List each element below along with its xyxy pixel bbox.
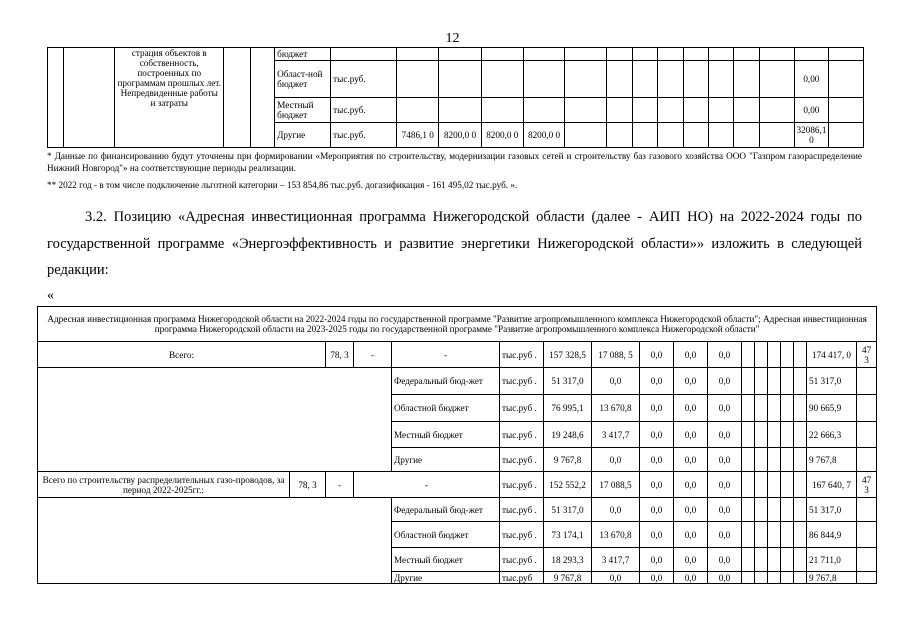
unit-cell (331, 48, 397, 61)
value-cell: 76 995,1 (544, 395, 592, 422)
value-cell: 0,0 (640, 368, 674, 395)
value-cell: 0,0 (674, 448, 708, 472)
body-paragraph: 3.2. Позицию «Адресная инвестиционная программа Нижегородской области (далее - АИП НО) на 2022-2024 годы по государственной программе «Энергоэффективность и развитие энергетики Нижегородской области»» изложить в следующей редакции: (47, 209, 862, 278)
value-cell: 17 088, 5 (592, 342, 640, 368)
unit-cell: тыс.руб . (500, 368, 544, 395)
source-cell: Другие (392, 448, 500, 472)
value-cell: 17 088,5 (592, 472, 640, 498)
value-cell: 0,0 (708, 422, 742, 448)
total-cell: 51 317,0 (807, 368, 857, 395)
value-cell: 51 317,0 (544, 498, 592, 522)
dash-cell: - (326, 472, 354, 498)
value-cell: 0,0 (674, 522, 708, 548)
dash-cell: - (354, 342, 392, 368)
value-cell: 0,0 (708, 548, 742, 572)
value-cell: 0,0 (640, 472, 674, 498)
value-cell: 0,0 (708, 368, 742, 395)
unit-cell: тыс.руб . (500, 472, 544, 498)
unit-cell: тыс.руб. (331, 98, 397, 123)
total-cell: 167 640, 7 (807, 472, 857, 498)
item-description: страция объектов в собственность, построенных по программам прошлых лет. Непредвиденные работы и затраты (115, 48, 224, 148)
value-cell: 0,0 (640, 395, 674, 422)
value-cell: 18 293,3 (544, 548, 592, 572)
value-cell: 0,0 (592, 448, 640, 472)
value-cell: 13 670,8 (592, 395, 640, 422)
total-cell: 0,00 (794, 98, 829, 123)
source-cell: Областной бюджет (392, 522, 500, 548)
value-cell: 73 174,1 (544, 522, 592, 548)
unit-cell: тыс.руб . (500, 395, 544, 422)
empty-cell (250, 48, 274, 148)
value-cell: 8200,0 0 (439, 123, 482, 148)
opening-quote: « (47, 288, 54, 303)
value-cell: 0,0 (708, 342, 742, 368)
value-cell: 7486,1 0 (397, 123, 439, 148)
empty-cell (224, 48, 250, 148)
value-cell: 8200,0 0 (481, 123, 523, 148)
value-cell: 152 552,2 (544, 472, 592, 498)
source-cell: Местный бюджет (392, 548, 500, 572)
source-cell: Областной бюджет (392, 395, 500, 422)
unit-cell: тыс.руб . (500, 422, 544, 448)
total-cell: 174 417, 0 (807, 342, 857, 368)
group-label: Всего: (38, 342, 326, 368)
value-cell: 0,0 (592, 498, 640, 522)
total-cell (794, 48, 829, 61)
unit-cell: тыс.руб . (500, 548, 544, 572)
value-cell: 0,0 (674, 395, 708, 422)
value-cell: 0,0 (708, 472, 742, 498)
source-cell: Федеральный бюд-жет (392, 498, 500, 522)
source-cell: Местный бюджет (392, 422, 500, 448)
unit-cell: тыс.руб . (500, 498, 544, 522)
total-cell: 90 665,9 (807, 395, 857, 422)
source-cell: бюджет (275, 48, 331, 61)
dash-cell: - (392, 342, 500, 368)
total-cell: 22 666,3 (807, 422, 857, 448)
value-cell: 0,0 (592, 368, 640, 395)
total-cell: 21 711,0 (807, 548, 857, 572)
value-cell: 0,0 (640, 498, 674, 522)
unit-cell: тыс.руб (500, 572, 544, 584)
empty-cell (38, 368, 392, 472)
empty-cell (64, 48, 115, 148)
extra-cell: 47 3 (857, 342, 877, 368)
value-cell: 0,0 (640, 572, 674, 584)
empty-cell (38, 498, 392, 584)
value-cell: 9 767,8 (544, 448, 592, 472)
value-cell: 9 767,8 (544, 572, 592, 584)
unit-cell: тыс.руб . (500, 448, 544, 472)
unit-cell: тыс.руб. (331, 123, 397, 148)
source-cell: Другие (392, 572, 500, 584)
value-cell: 0,0 (640, 422, 674, 448)
total-cell: 51 317,0 (807, 498, 857, 522)
value-cell: 0,0 (708, 498, 742, 522)
code-cell: 78, 3 (326, 342, 354, 368)
source-cell: Област-ной бюджет (275, 61, 331, 98)
value-cell: 51 317,0 (544, 368, 592, 395)
value-cell: 0,0 (674, 498, 708, 522)
source-cell: Другие (275, 123, 331, 148)
total-cell: 9 767,8 (807, 448, 857, 472)
value-cell: 0,0 (640, 448, 674, 472)
table-header: Адресная инвестиционная программа Нижегородской области на 2022-2024 годы по государственной программе "Развитие агропромышленного комплекса Нижегородской области"; Адресная инвестиционная программа Нижегородской области на 2023-2025 годы по государственной программе "Развитие агропромышленного комплекса Нижегородской области" (38, 307, 877, 342)
value-cell: 0,0 (640, 522, 674, 548)
group-label: Всего по строительству распределительных газо-проводов, за период 2022-2025гг.: (38, 472, 290, 498)
dash-cell: - (354, 472, 500, 498)
code-cell: 78, 3 (290, 472, 326, 498)
value-cell: 13 670,8 (592, 522, 640, 548)
extra-cell: 47 3 (857, 472, 877, 498)
value-cell: 3 417,7 (592, 548, 640, 572)
main-table (37, 306, 877, 584)
total-cell: 32086,1 0 (794, 123, 829, 148)
value-cell: 0,0 (640, 342, 674, 368)
unit-cell: тыс.руб . (500, 342, 544, 368)
value-cell: 0,0 (708, 572, 742, 584)
value-cell: 0,0 (674, 422, 708, 448)
page-number: 12 (445, 31, 460, 46)
value-cell: 3 417,7 (592, 422, 640, 448)
value-cell: 0,0 (674, 548, 708, 572)
unit-cell: тыс.руб. (331, 61, 397, 98)
value-cell: 0,0 (674, 368, 708, 395)
value-cell: 0,0 (592, 572, 640, 584)
value-cell: 0,0 (674, 472, 708, 498)
value-cell: 0,0 (708, 395, 742, 422)
footnote-1: * Данные по финансированию будут уточнены при формировании «Мероприятия по строительству, модернизации газовых сетей и строительству баз газового хозяйства ООО "Газпром газораспределение Нижний Новгород"» на соответствующие периоды реализации. (47, 151, 862, 173)
top-table (47, 47, 864, 148)
value-cell: 0,0 (708, 522, 742, 548)
value-cell: 157 328,5 (544, 342, 592, 368)
value-cell: 0,0 (674, 572, 708, 584)
value-cell: 19 248,6 (544, 422, 592, 448)
total-cell: 9 767,8 (807, 572, 857, 584)
total-cell: 0,00 (794, 61, 829, 98)
empty-cell (48, 48, 64, 148)
value-cell: 0,0 (708, 448, 742, 472)
unit-cell: тыс.руб . (500, 522, 544, 548)
value-cell: 0,0 (640, 548, 674, 572)
value-cell: 0,0 (674, 342, 708, 368)
source-cell: Федеральный бюд-жет (392, 368, 500, 395)
total-cell: 86 844,9 (807, 522, 857, 548)
value-cell: 8200,0 0 (523, 123, 565, 148)
footnote-2: ** 2022 год - в том числе подключение льготной категории – 153 854,86 тыс.руб. догазификация - 161 495,02 тыс.руб. ». (47, 180, 518, 190)
source-cell: Местный бюджет (275, 98, 331, 123)
